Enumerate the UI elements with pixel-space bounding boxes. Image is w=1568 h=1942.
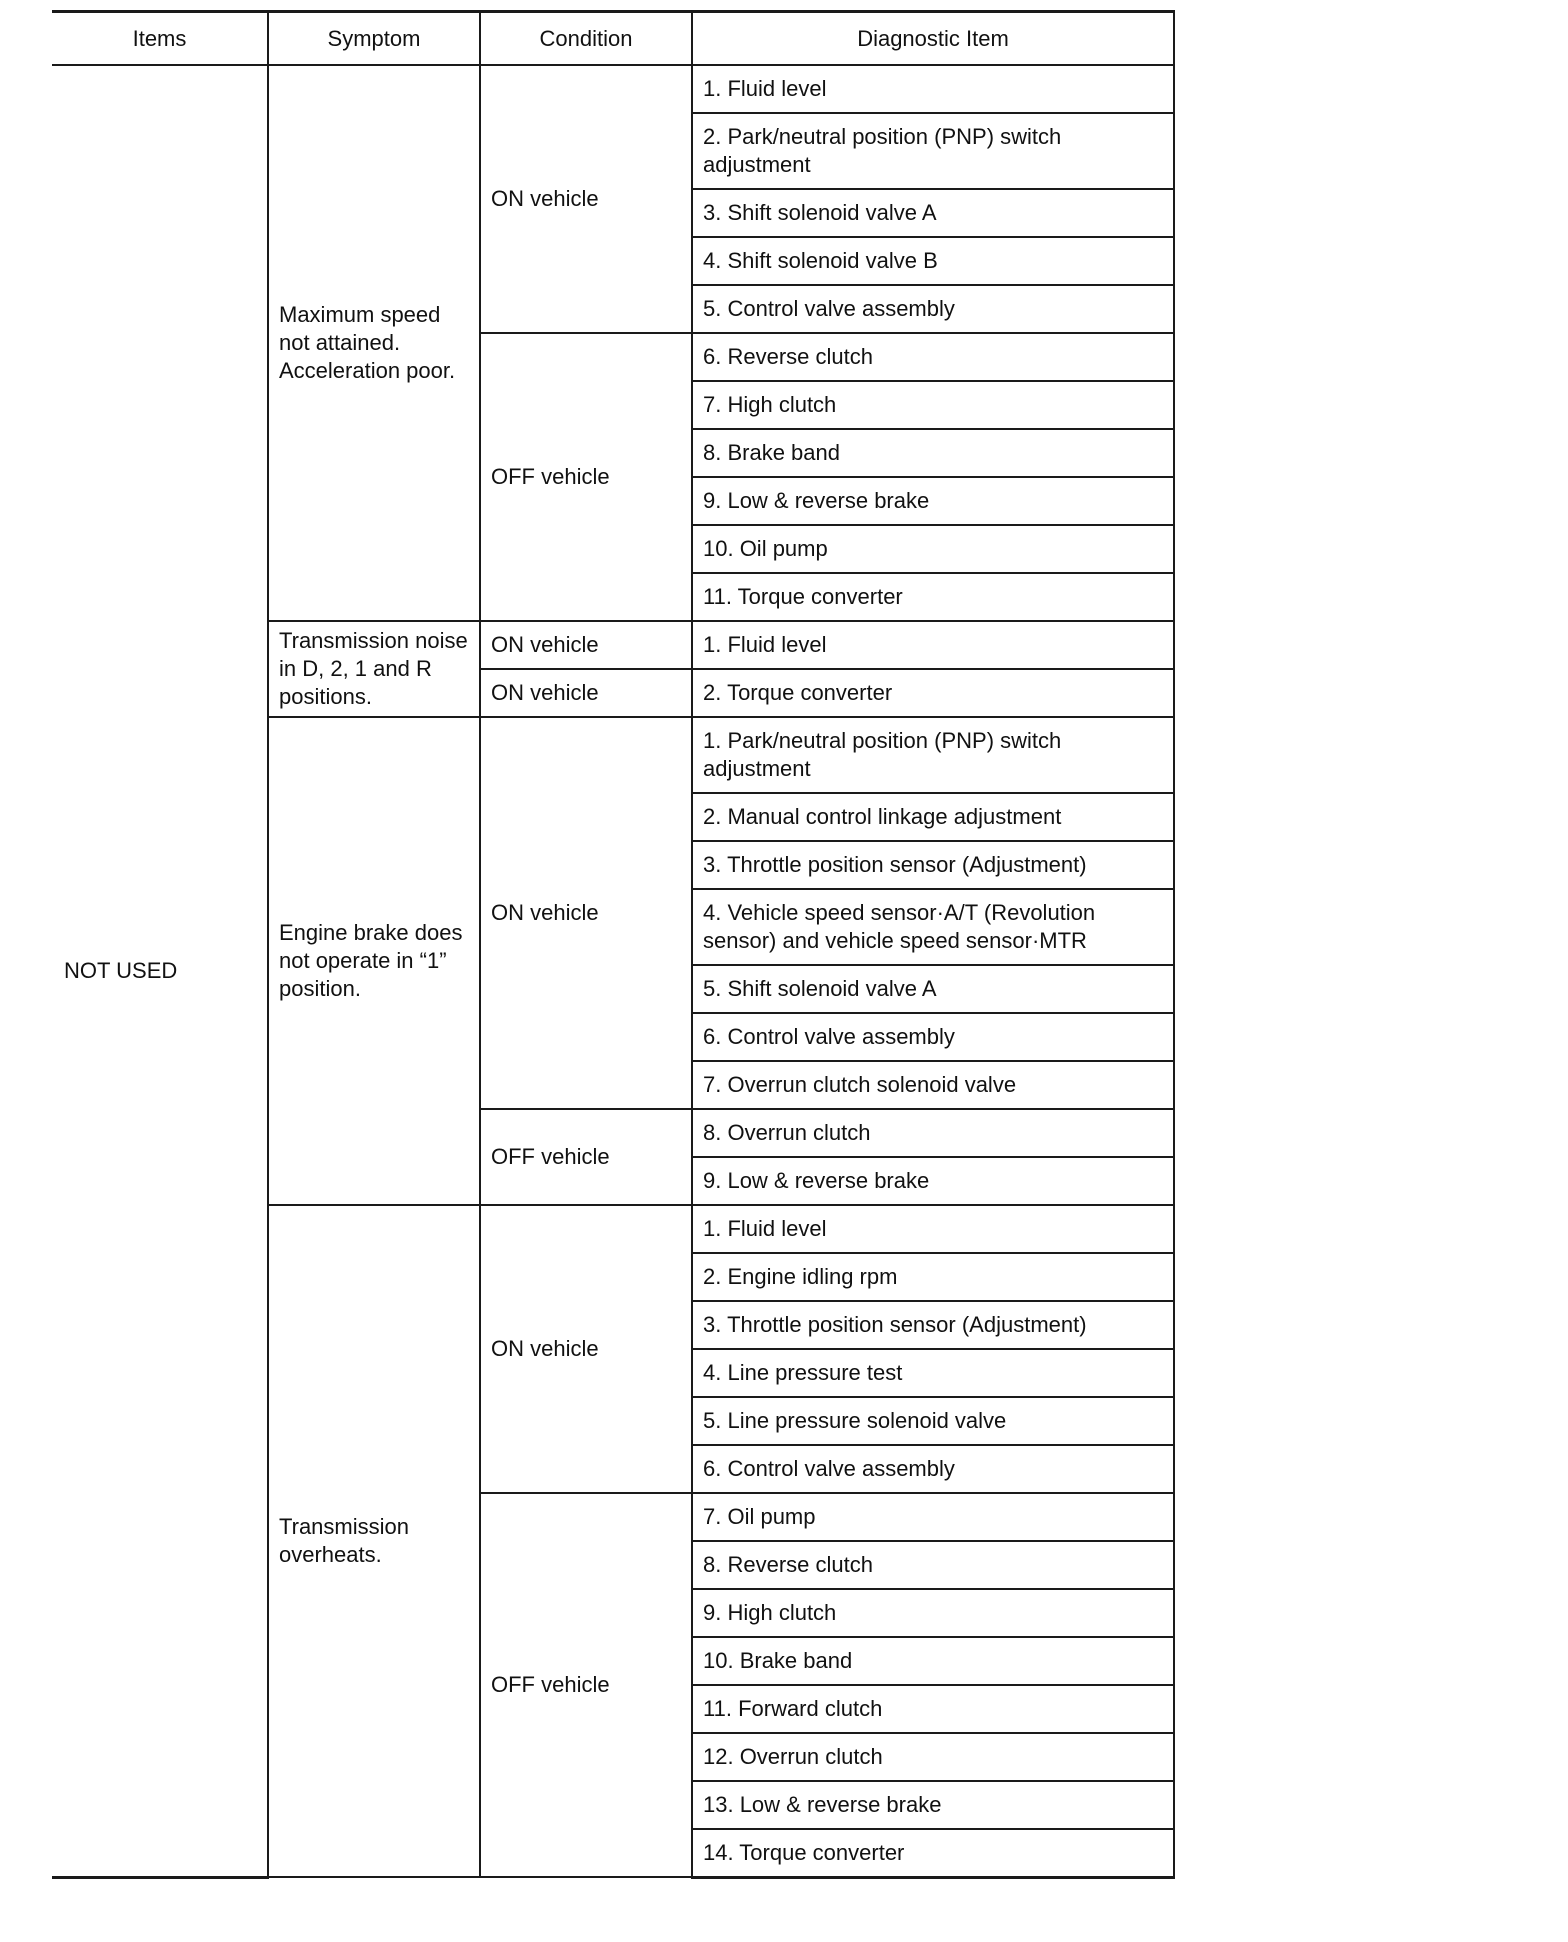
diagnostic-item-cell: 11. Torque converter bbox=[692, 573, 1174, 621]
diagnostic-item-cell: 10. Oil pump bbox=[692, 525, 1174, 573]
diagnostic-item-cell: 8. Reverse clutch bbox=[692, 1541, 1174, 1589]
diagnostic-item-cell: 2. Torque converter bbox=[692, 669, 1174, 717]
diagnostic-item-cell: 2. Manual control linkage adjustment bbox=[692, 793, 1174, 841]
diagnostic-table bbox=[52, 10, 1175, 1879]
diagnostic-item-cell: 6. Control valve assembly bbox=[692, 1445, 1174, 1493]
diagnostic-item-cell: 4. Shift solenoid valve B bbox=[692, 237, 1174, 285]
diagnostic-item-cell: 12. Overrun clutch bbox=[692, 1733, 1174, 1781]
diagnostic-item-cell: 8. Overrun clutch bbox=[692, 1109, 1174, 1157]
symptom-cell: Transmission noise in D, 2, 1 and R positions. bbox=[268, 621, 480, 717]
header-diagnostic-item: Diagnostic Item bbox=[692, 12, 1174, 66]
header-symptom: Symptom bbox=[268, 12, 480, 66]
diagnostic-item-cell: 1. Park/neutral position (PNP) switch adjustment bbox=[692, 717, 1174, 793]
header-items: Items bbox=[52, 12, 268, 66]
header-condition: Condition bbox=[480, 12, 692, 66]
items-cell: NOT USED bbox=[52, 65, 268, 1877]
diagnostic-item-cell: 1. Fluid level bbox=[692, 621, 1174, 669]
condition-cell: ON vehicle bbox=[480, 65, 692, 333]
condition-cell: ON vehicle bbox=[480, 669, 692, 717]
header-row bbox=[52, 12, 1174, 66]
diagnostic-item-cell: 1. Fluid level bbox=[692, 1205, 1174, 1253]
symptom-cell: Maximum speed not attained. Acceleration poor. bbox=[268, 65, 480, 621]
diagnostic-item-cell: 3. Throttle position sensor (Adjustment) bbox=[692, 841, 1174, 889]
diagnostic-item-cell: 2. Engine idling rpm bbox=[692, 1253, 1174, 1301]
diagnostic-item-cell: 2. Park/neutral position (PNP) switch adjustment bbox=[692, 113, 1174, 189]
diagnostic-item-cell: 3. Throttle position sensor (Adjustment) bbox=[692, 1301, 1174, 1349]
diagnostic-item-cell: 10. Brake band bbox=[692, 1637, 1174, 1685]
diagnostic-item-cell: 9. High clutch bbox=[692, 1589, 1174, 1637]
diagnostic-item-cell: 6. Control valve assembly bbox=[692, 1013, 1174, 1061]
condition-cell: ON vehicle bbox=[480, 1205, 692, 1493]
diagnostic-item-cell: 1. Fluid level bbox=[692, 65, 1174, 113]
condition-cell: OFF vehicle bbox=[480, 1493, 692, 1877]
diagnostic-item-cell: 11. Forward clutch bbox=[692, 1685, 1174, 1733]
condition-cell: OFF vehicle bbox=[480, 333, 692, 621]
diagnostic-item-cell: 5. Control valve assembly bbox=[692, 285, 1174, 333]
symptom-cell: Transmission overheats. bbox=[268, 1205, 480, 1877]
diagnostic-item-cell: 4. Vehicle speed sensor·A/T (Revolution sensor) and vehicle speed sensor·MTR bbox=[692, 889, 1174, 965]
diagnostic-item-cell: 13. Low & reverse brake bbox=[692, 1781, 1174, 1829]
diagnostic-item-cell: 7. Overrun clutch solenoid valve bbox=[692, 1061, 1174, 1109]
diagnostic-item-cell: 6. Reverse clutch bbox=[692, 333, 1174, 381]
diagnostic-item-cell: 7. High clutch bbox=[692, 381, 1174, 429]
condition-cell: ON vehicle bbox=[480, 717, 692, 1109]
diagnostic-item-cell: 14. Torque converter bbox=[692, 1829, 1174, 1877]
table-body bbox=[52, 65, 1174, 1877]
diagnostic-item-cell: 8. Brake band bbox=[692, 429, 1174, 477]
condition-cell: ON vehicle bbox=[480, 621, 692, 669]
diagnostic-item-cell: 3. Shift solenoid valve A bbox=[692, 189, 1174, 237]
symptom-cell: Engine brake does not operate in “1” position. bbox=[268, 717, 480, 1205]
diagnostic-item-cell: 9. Low & reverse brake bbox=[692, 477, 1174, 525]
diagnostic-item-cell: 7. Oil pump bbox=[692, 1493, 1174, 1541]
table-row bbox=[52, 65, 1174, 113]
diagnostic-item-cell: 4. Line pressure test bbox=[692, 1349, 1174, 1397]
diagnostic-item-cell: 5. Line pressure solenoid valve bbox=[692, 1397, 1174, 1445]
diagnostic-item-cell: 5. Shift solenoid valve A bbox=[692, 965, 1174, 1013]
condition-cell: OFF vehicle bbox=[480, 1109, 692, 1205]
diagnostic-item-cell: 9. Low & reverse brake bbox=[692, 1157, 1174, 1205]
